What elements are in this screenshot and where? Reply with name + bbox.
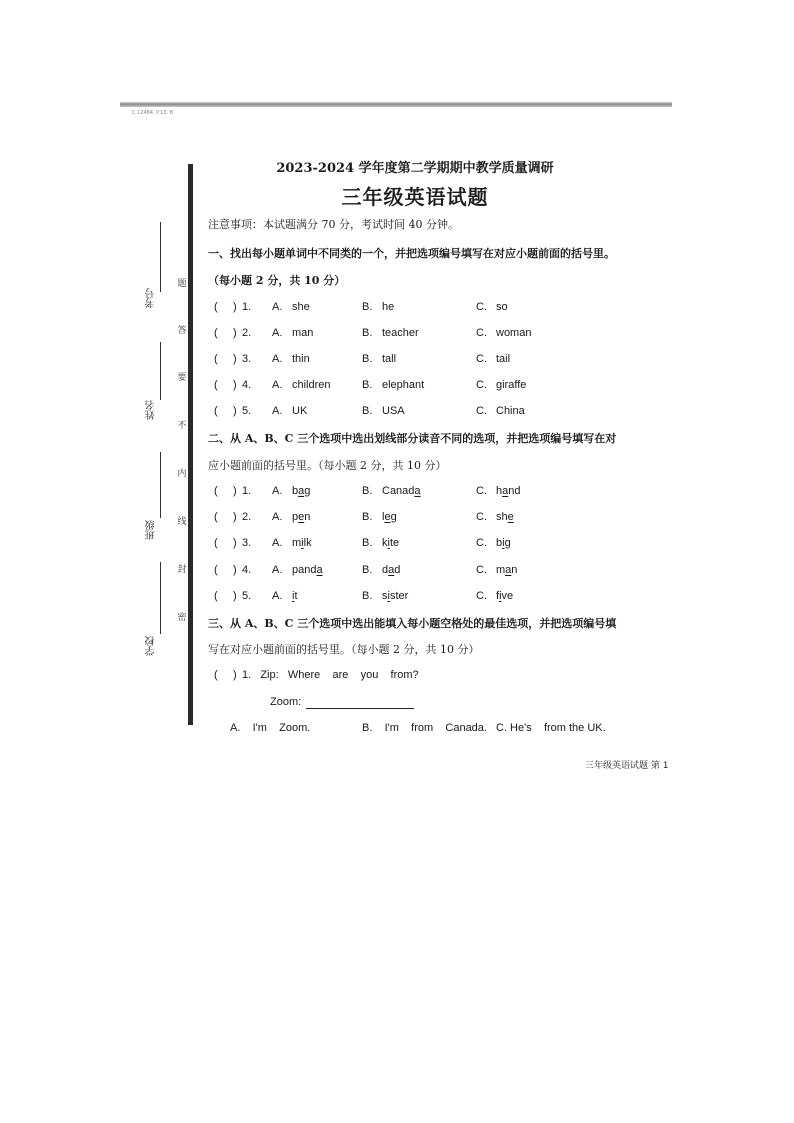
option-label: A. (272, 564, 283, 576)
exam-title: 三年级英语试题 (341, 185, 489, 209)
section2-question (214, 564, 634, 584)
option-label: 4. (242, 564, 252, 576)
class-line (160, 452, 161, 518)
option-word (496, 590, 513, 602)
underlined-letters: i (387, 537, 390, 549)
word-part: k (382, 537, 388, 549)
option-word (292, 564, 323, 576)
answer-bracket[interactable]: ( ) (214, 379, 237, 391)
word-part: s (382, 590, 388, 602)
underlined-letters: e (298, 511, 305, 523)
option-label: 1. (242, 485, 252, 497)
word-part: lk (303, 537, 312, 549)
word-part: g (504, 537, 511, 549)
option-word (382, 537, 399, 549)
word-part: te (389, 537, 400, 549)
option-label: C. (476, 537, 487, 549)
underlined-letters: i (292, 590, 295, 602)
answer-bracket[interactable]: ( ) (214, 353, 237, 365)
word-part: n (511, 564, 518, 576)
section1-question: ( ) 3. A. thin B. tall C. tail (214, 353, 511, 365)
section1-question: ( ) 5. A. UK B. USA C. China (214, 405, 525, 417)
option-word (292, 511, 310, 523)
answer-bracket[interactable]: ( ) (214, 511, 237, 523)
seal-line-char: 不 (177, 421, 187, 431)
option-label: C. (476, 590, 487, 602)
option-word (382, 511, 397, 523)
underlined-letters: a (414, 485, 421, 497)
word-part: d (394, 564, 401, 576)
option-c: C. He's from the UK. (496, 722, 606, 734)
exam-note: 注意事项：本试题满分 70 分，考试时间 40 分钟。 (208, 218, 459, 231)
option-word (292, 537, 312, 549)
option-label: 3. (242, 537, 252, 549)
option-label: A. (272, 590, 283, 602)
option-word (496, 537, 511, 549)
option-label: C. (476, 564, 487, 576)
word-part: b (496, 537, 503, 549)
option-label: B. (362, 537, 373, 549)
underlined-letters: a (316, 564, 323, 576)
binding-bar (188, 164, 193, 725)
name-label: 姓名 (146, 400, 157, 420)
scan-code: C 12484, P.13. B (132, 110, 173, 116)
option-word (292, 485, 310, 497)
option-label: B. (362, 485, 373, 497)
underlined-letters: i (301, 537, 304, 549)
option-b: B. I'm from Canada. (362, 722, 487, 734)
school-line (160, 562, 161, 634)
answer-blank[interactable] (306, 708, 414, 709)
section2-question (214, 511, 634, 531)
underlined-letters: a (298, 485, 305, 497)
section3-heading-cont: 写在对应小题前面的括号里。（每小题 2 分，共 10 分） (208, 643, 480, 656)
option-label: A. (272, 537, 283, 549)
word-part: f (496, 590, 500, 602)
scan-top-rule (120, 102, 672, 107)
section1-question: ( ) 2. A. man B. teacher C. woman (214, 327, 532, 339)
option-word (382, 485, 421, 497)
school-label: 学校 (146, 636, 157, 656)
option-label: B. (362, 564, 373, 576)
word-part: d (382, 564, 389, 576)
seal-line-char: 密 (177, 613, 187, 623)
option-label: C. (476, 511, 487, 523)
dialogue-prompt: 1. Zip: Where are you from? (242, 669, 419, 681)
answer-bracket[interactable]: ( ) (214, 669, 237, 681)
option-label: A. (272, 511, 283, 523)
option-label: C. (476, 485, 487, 497)
exam-number-label: 考号 (146, 288, 157, 308)
section1-question: ( ) 4. A. children B. elephant C. giraffe (214, 379, 527, 391)
section2-question (214, 537, 634, 557)
section3-heading: 三、从 A、B、C 三个选项中选出能填入每小题空格处的最佳选项，并把选项编号填 (208, 617, 617, 630)
section2-question (214, 590, 634, 610)
section2-heading-cont: 应小题前面的括号里。（每小题 2 分，共 10 分） (208, 459, 447, 472)
underlined-letters: e (507, 511, 514, 523)
seal-line-char: 封 (177, 565, 187, 575)
word-part: Canad (382, 485, 415, 497)
word-part: g (304, 485, 311, 497)
word-part: ve (501, 590, 514, 602)
word-part: g (390, 511, 397, 523)
option-word (496, 511, 514, 523)
section1-heading: 一、找出每小题单词中不同类的一个，并把选项编号填写在对应小题前面的括号里。 (208, 247, 615, 260)
option-label: B. (362, 590, 373, 602)
underlined-letters: a (388, 564, 395, 576)
seal-line-char: 内 (177, 469, 187, 479)
word-part: t (294, 590, 298, 602)
option-label: 2. (242, 511, 252, 523)
answer-bracket[interactable]: ( ) (214, 564, 237, 576)
option-a: A. I'm Zoom. (230, 722, 311, 734)
option-word (496, 485, 521, 497)
section1-question: ( ) 1. A. she B. he C. so (214, 301, 508, 313)
name-line (160, 342, 161, 400)
answer-bracket[interactable]: ( ) (214, 590, 237, 602)
word-part: sh (496, 511, 508, 523)
word-part: p (292, 511, 299, 523)
option-label: B. (362, 511, 373, 523)
exam-subtitle: 2023-2024 学年度第二学期期中教学质量调研 (276, 161, 554, 176)
answer-bracket[interactable]: ( ) (214, 405, 237, 417)
section2-question (214, 485, 634, 505)
underlined-letters: i (502, 537, 505, 549)
word-part: b (292, 485, 299, 497)
seal-line-char: 题 (177, 279, 187, 289)
word-part: m (292, 537, 302, 549)
option-word (496, 564, 517, 576)
underlined-letters: a (502, 485, 509, 497)
underlined-letters: i (387, 590, 390, 602)
answer-bracket[interactable]: ( ) (214, 301, 237, 313)
word-part: h (496, 485, 503, 497)
word-part: ster (389, 590, 409, 602)
word-part: m (496, 564, 506, 576)
section2-heading: 二、从 A、B、C 三个选项中选出划线部分读音不同的选项，并把选项编号填写在对 (208, 432, 617, 445)
class-label: 班级 (146, 520, 157, 540)
word-part: pand (292, 564, 317, 576)
seal-line-char: 答 (177, 326, 187, 336)
page-footer: 三年级英语试题 第 1 (585, 761, 669, 771)
underlined-letters: i (499, 590, 502, 602)
underlined-letters: a (505, 564, 512, 576)
option-word (382, 564, 400, 576)
seal-line-char: 线 (177, 517, 187, 527)
option-label: 5. (242, 590, 252, 602)
answer-bracket[interactable]: ( ) (214, 537, 237, 549)
word-part: l (382, 511, 385, 523)
answer-bracket[interactable]: ( ) (214, 327, 237, 339)
section1-scoring: （每小题 2 分，共 10 分） (208, 274, 346, 287)
underlined-letters: e (384, 511, 391, 523)
option-word (382, 590, 408, 602)
option-word (292, 590, 298, 602)
answer-bracket[interactable]: ( ) (214, 485, 237, 497)
word-part: n (304, 511, 311, 523)
seal-line-char: 要 (177, 373, 187, 383)
dialogue-response-label: Zoom: (270, 696, 302, 708)
option-label: A. (272, 485, 283, 497)
word-part: nd (508, 485, 521, 497)
exam-number-line (160, 222, 161, 292)
